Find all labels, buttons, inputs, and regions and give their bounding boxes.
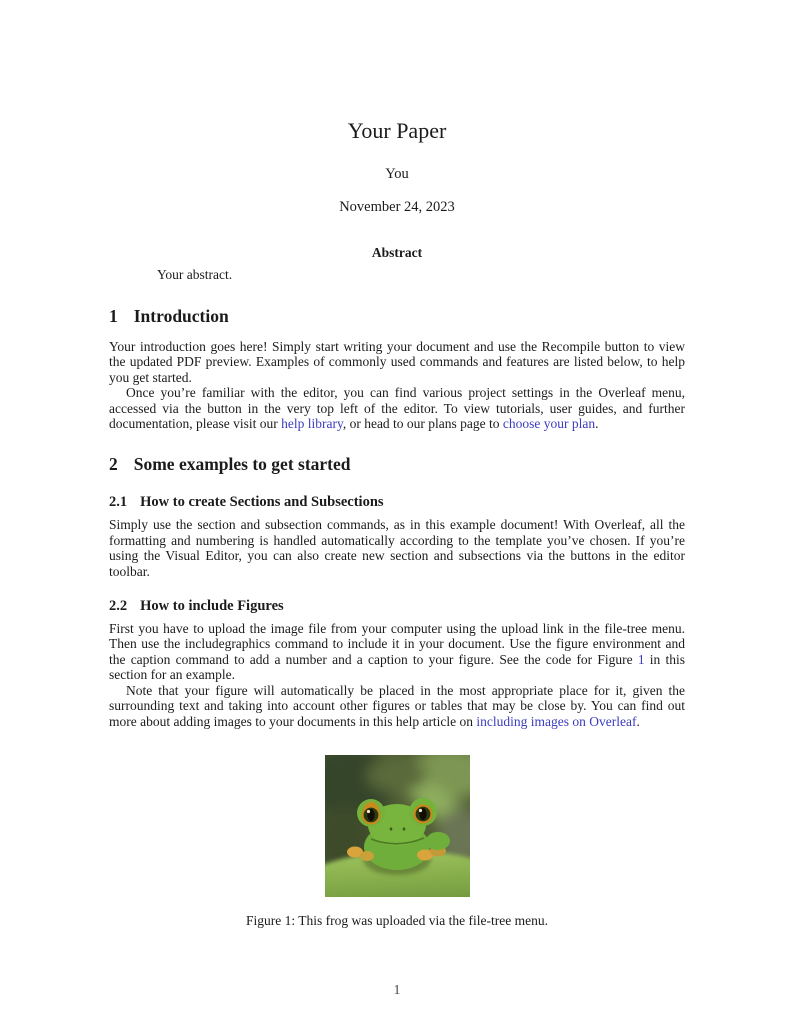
section-1-number: 1: [109, 306, 118, 326]
page-number: 1: [393, 982, 401, 997]
subsection-2-2-heading: [109, 597, 685, 615]
figure-1-reference-link[interactable]: 1: [637, 651, 645, 667]
document-content: [109, 0, 685, 929]
figure-1-caption: Figure 1: This frog was uploaded via the file-tree menu.: [246, 912, 548, 928]
intro-paragraph-2: [109, 385, 685, 431]
subsection-2-1-heading: [109, 493, 685, 511]
including-images-link[interactable]: including images on Overleaf: [476, 713, 637, 729]
help-library-link[interactable]: help library: [281, 416, 343, 432]
subsection-2-2-paragraph-2: [109, 683, 685, 729]
paper-title: Your Paper: [347, 118, 447, 143]
subsection-2-2-paragraph-1-text: in this section for an example.: [109, 651, 686, 683]
paper-date: November 24, 2023: [339, 199, 455, 215]
subsection-2-2-paragraph-1-text: First you have to upload the image file from your computer using the upload link in the file-tree menu. Then use the includegraphics command to include it in your document. Use the figure environment and the caption command to add a number and a caption to your figure. See the code for Figure: [109, 621, 685, 667]
subsection-2-2-paragraph-2-text: Note that your figure will automatically be placed in the most appropriate place for it, given the surrounding text and taking into account other figures or tables that may be close by. You can find out more about adding images to your documents in this help article on: [109, 682, 685, 729]
subsection-2-1-title: How to create Sections and Subsections: [140, 494, 384, 511]
intro-paragraph-2-text: , or head to our plans page to: [342, 416, 503, 432]
section-1-title: Introduction: [133, 306, 229, 326]
section-1-heading: [109, 305, 685, 327]
section-2-heading: [109, 453, 685, 475]
choose-your-plan-link[interactable]: choose your plan: [502, 416, 596, 432]
section-2-number: 2: [109, 454, 118, 475]
abstract-text: Your abstract.: [157, 267, 233, 282]
figure-1: [109, 755, 685, 929]
subsection-2-2-title: How to include Figures: [140, 598, 284, 615]
frog-photo: [325, 755, 470, 897]
paper-author: You: [385, 166, 409, 182]
subsection-2-2-number: 2.2: [109, 598, 128, 615]
section-2-title: Some examples to get started: [133, 454, 351, 475]
intro-paragraph-2-text: .: [595, 416, 599, 432]
intro-paragraph-2-text: Once you’re familiar with the editor, you can find various project settings in the Overleaf menu, accessed via the button in the very top left of the editor. To view tutorials, user guides, and further documentation, please visit our: [109, 385, 685, 432]
subsection-2-1-number: 2.1: [109, 494, 128, 511]
intro-paragraph-1: Your introduction goes here! Simply start writing your document and use the Recompile button to view the updated PDF preview. Examples of commonly used commands and features are listed below, to help you get started.: [109, 339, 685, 385]
subsection-2-2-paragraph-1: [109, 621, 685, 683]
subsection-2-1-paragraph: Simply use the section and subsection commands, as in this example document! With Overleaf, all the formatting and numbering is handled automatically according to the template you’ve chosen. If you’re using the Visual Editor, you can also create new section and subsections via the buttons in the editor toolbar.: [109, 517, 685, 579]
abstract-heading: Abstract: [371, 245, 423, 260]
subsection-2-2-paragraph-2-text: .: [636, 713, 640, 729]
